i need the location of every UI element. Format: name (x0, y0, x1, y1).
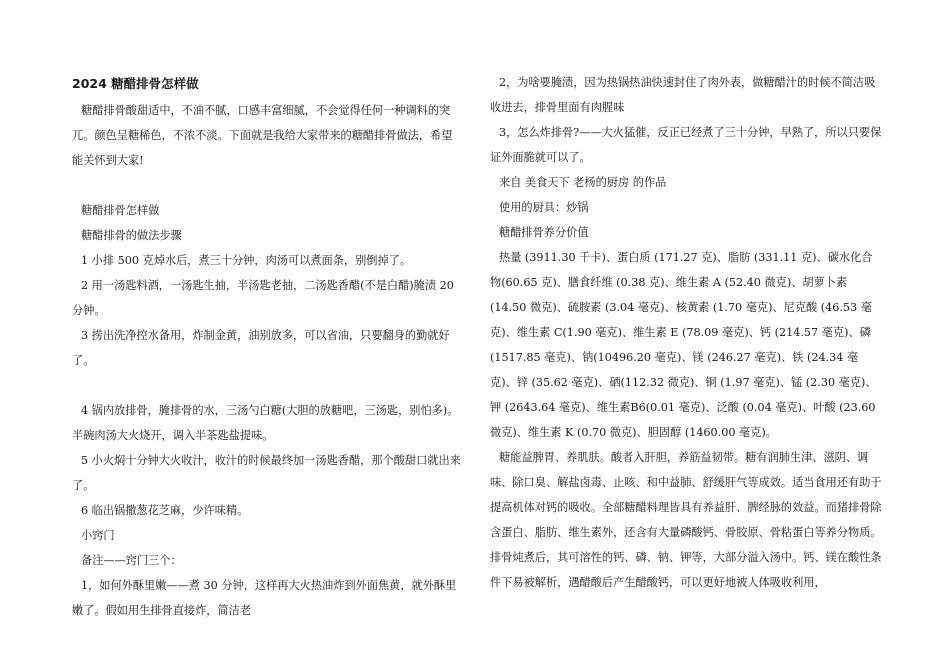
left-column (72, 70, 462, 623)
tip-3: 3，怎么炸排骨?——大火猛催，反正已经煮了三十分钟，早熟了，所以只要保证外面脆就可以了。 (490, 126, 882, 164)
step-6: 6 临出锅撒葱花芝麻，少许味精。 (81, 504, 249, 517)
step-1: 1 小排 500 克焯水后，煮三十分钟，肉汤可以煮面条，别倒掉了。 (81, 254, 412, 267)
section-heading: 糖醋排骨怎样做 (81, 204, 160, 217)
step-3: 3 捞出洗净控水备用，炸制金黄，油别放多，可以省油，只要翻身的勤就好了。 (72, 329, 450, 367)
tools-line: 使用的厨具：炒锅 (499, 201, 589, 214)
tips-heading: 小窍门 (81, 529, 115, 542)
step-2: 2 用一汤匙料酒，一汤匙生抽，半汤匙老抽，二汤匙香醋(不是白醋)腌渍 20 分钟。 (72, 279, 454, 317)
right-column (490, 70, 882, 595)
nutrition-heading: 糖醋排骨养分价值 (499, 226, 589, 239)
step-5: 5 小火焖十分钟大火收汁，收汁的时候最终加一汤匙香醋，那个酸甜口就出来了。 (72, 454, 461, 492)
spacer (72, 373, 462, 398)
spacer (72, 173, 462, 198)
nutrition-paragraph: 热量 (3911.30 千卡)、蛋白质 (171.27 克)、脂肪 (331.11 克)、碳水化合物(60.65 克)、膳食纤维 (0.38 克)、维生素 A (52.40 微克)、胡萝卜素 (14.50 微克)、硫胺素 (3.04 毫克)、核黄素 (1.70 毫克)、尼克酸 (46.53 毫克)、维生素 C(1.90 毫克)、维生素 E (78.09 毫克)、钙 (214.57 毫克)、磷 (1517.85 毫克)、钠(10496.20 毫克)、镁 (246.27 毫克)、铁 (24.34 毫克)、锌 (35.62 毫克)、硒(112.32 微克)、铜 (1.97 毫克)、锰 (2.30 毫克)、钾 (2643.64 毫克)、维生素B6(0.01 毫克)、泛酸 (0.04 毫克)、叶酸 (23.60 微克)、维生素 K (0.70 微克)、胆固醇 (1460.00 毫克)。 (490, 251, 877, 439)
benefits-paragraph: 糖能益脾胃、养肌肤。酸者入肝胆，养筋益韧带。糖有润肺生津、滋阴、调味、除口臭、解盐卤毒、止咳、和中益肺、舒缓肝气等成效。适当食用还有助于提高机体对钙的吸收。全部糖醋料理皆具有养益肝、脾经脉的效益。而猪排骨除含蛋白、脂肪、维生素外，还含有大量磷酸钙、骨胶原、骨粘蛋白等养分物质。排骨炖煮后，其可溶性的钙、磷、钠、钾等，大部分溢入汤中。钙、镁在酸性条件下易被解析，遇醋酸后产生醋酸钙，可以更好地被人体吸收利用， (490, 451, 882, 589)
intro-paragraph: 糖醋排骨酸甜适中，不油不腻，口感丰富细腻，不会觉得任何一种调料的突兀。颜色呈糖稀色，不浓不淡。下面就是我给大家带来的糖醋排骨做法，希望能关怀到大家! (72, 104, 453, 167)
source-line: 来自 美食天下 老杨的厨房 的作品 (499, 176, 667, 189)
tips-note: 备注——窍门三个： (81, 554, 182, 567)
step-4: 4 锅内放排骨，腌排骨的水，三汤勺白糖(大胆的放糖吧，三汤匙，别怕多)。半碗肉汤大火烧开，调入半茶匙盐提味。 (72, 404, 459, 442)
tip-2: 2，为啥要腌渍，因为热锅热油快速封住了肉外表，做糖醋汁的时候不简洁吸收进去，排骨里面有肉腥味 (490, 76, 876, 114)
steps-heading: 糖醋排骨的做法步骤 (81, 229, 182, 242)
document-title: 2024 糖醋排骨怎样做 (72, 76, 199, 91)
tip-1: 1，如何外酥里嫩——煮 30 分钟，这样再大火热油炸到外面焦黄，就外酥里嫩了。假如用生排骨直接炸，简洁老 (72, 579, 457, 617)
